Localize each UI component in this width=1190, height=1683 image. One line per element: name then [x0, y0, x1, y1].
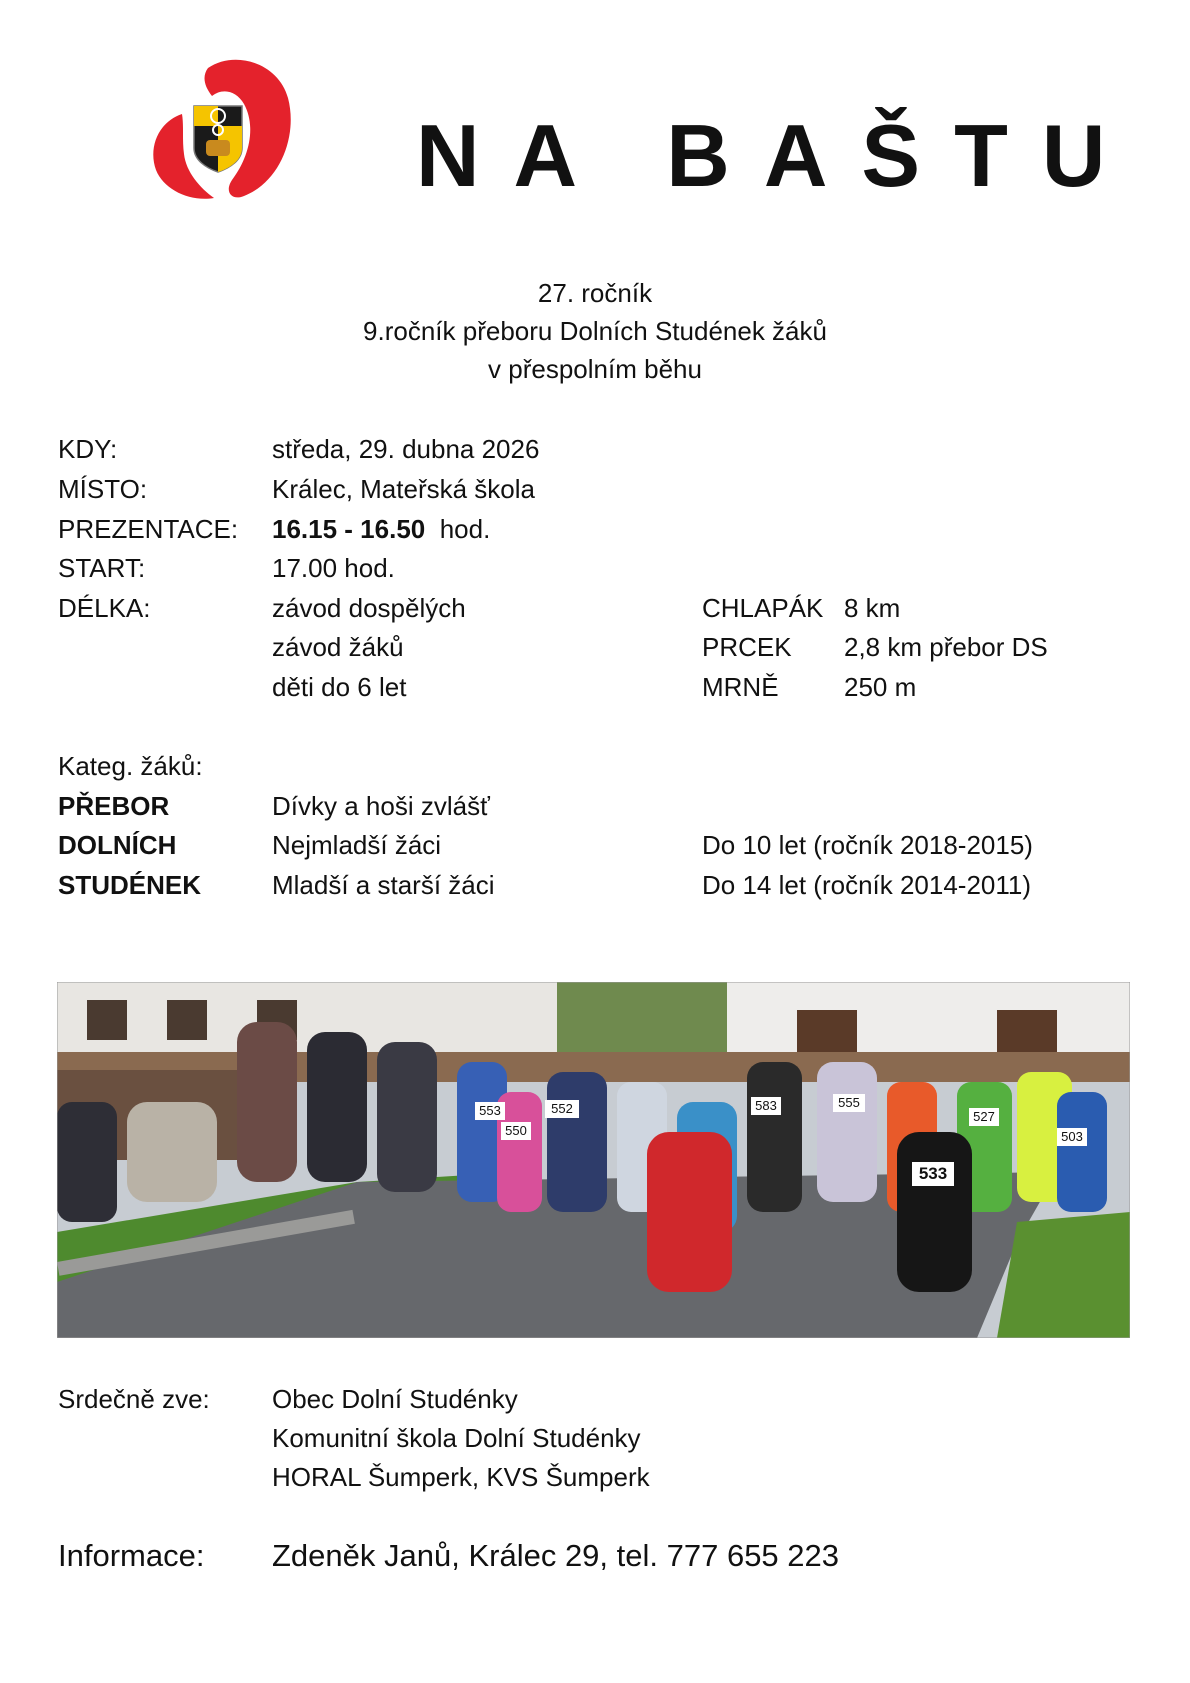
- category-middle: Dívky a hoši zvlášť: [272, 791, 490, 821]
- bib-number: 550: [501, 1122, 531, 1140]
- category-middle: Mladší a starší žáci: [272, 870, 495, 900]
- bib-number: 552: [545, 1100, 579, 1118]
- race-category: CHLAPÁK: [702, 593, 824, 623]
- race-distance: 2,8 km přebor DS: [844, 632, 1048, 662]
- invite-line: HORAL Šumperk, KVS Šumperk: [272, 1462, 650, 1492]
- race-name: závod dospělých: [272, 593, 466, 623]
- bib-number: 503: [1057, 1128, 1087, 1146]
- prezentace-unit: hod.: [439, 514, 491, 544]
- discipline-line: v přespolním běhu: [488, 354, 702, 384]
- misto-label: MÍSTO:: [58, 474, 148, 504]
- info-label: Informace:: [58, 1538, 205, 1573]
- race-photo: [57, 982, 1130, 1338]
- start-value: 17.00 hod.: [272, 553, 395, 583]
- category-middle: Nejmladší žáci: [272, 830, 442, 860]
- misto-value: Králec, Mateřská škola: [272, 474, 535, 504]
- edition-line: 27. ročník: [537, 278, 653, 308]
- bib-number: 527: [969, 1108, 999, 1126]
- dolni-studenky-logo-icon: [146, 56, 296, 202]
- category-left: DOLNÍCH: [58, 830, 177, 860]
- category-right: Do 14 let (ročník 2014-2011): [702, 870, 1032, 900]
- kdy-value: středa, 29. dubna 2026: [272, 434, 540, 464]
- info-value: Zdeněk Janů, Králec 29, tel. 777 655 223: [272, 1538, 840, 1573]
- race-distance: 250 m: [844, 672, 917, 702]
- page-title: NA BAŠTU: [416, 106, 1140, 205]
- prezentace-label: PREZENTACE:: [58, 514, 239, 544]
- bib-number: 555: [833, 1094, 865, 1112]
- category-left: PŘEBOR: [58, 791, 170, 821]
- category-left: STUDÉNEK: [58, 870, 202, 900]
- championship-line: 9.ročník přeboru Dolních Studének žáků: [363, 316, 827, 346]
- bib-number: 583: [751, 1097, 781, 1115]
- race-category: PRCEK: [702, 632, 792, 662]
- start-label: START:: [58, 553, 146, 583]
- kdy-label: KDY:: [58, 434, 118, 464]
- invite-line: Komunitní škola Dolní Studénky: [272, 1423, 641, 1453]
- prezentace-value: [272, 514, 490, 544]
- invite-line: Obec Dolní Studénky: [272, 1384, 518, 1414]
- category-right: Do 10 let (ročník 2018-2015): [702, 830, 1033, 860]
- bib-number: 553: [475, 1102, 505, 1120]
- bib-number: 533: [912, 1162, 954, 1186]
- race-distance: 8 km: [844, 593, 901, 623]
- race-name: závod žáků: [272, 632, 404, 662]
- invite-label: Srdečně zve:: [58, 1384, 210, 1414]
- categories-heading: Kateg. žáků:: [58, 751, 203, 781]
- race-category: MRNĚ: [702, 672, 779, 702]
- race-name: děti do 6 let: [272, 672, 407, 702]
- delka-label: DÉLKA:: [58, 593, 151, 623]
- prezentace-time: 16.15 - 16.50: [272, 514, 426, 544]
